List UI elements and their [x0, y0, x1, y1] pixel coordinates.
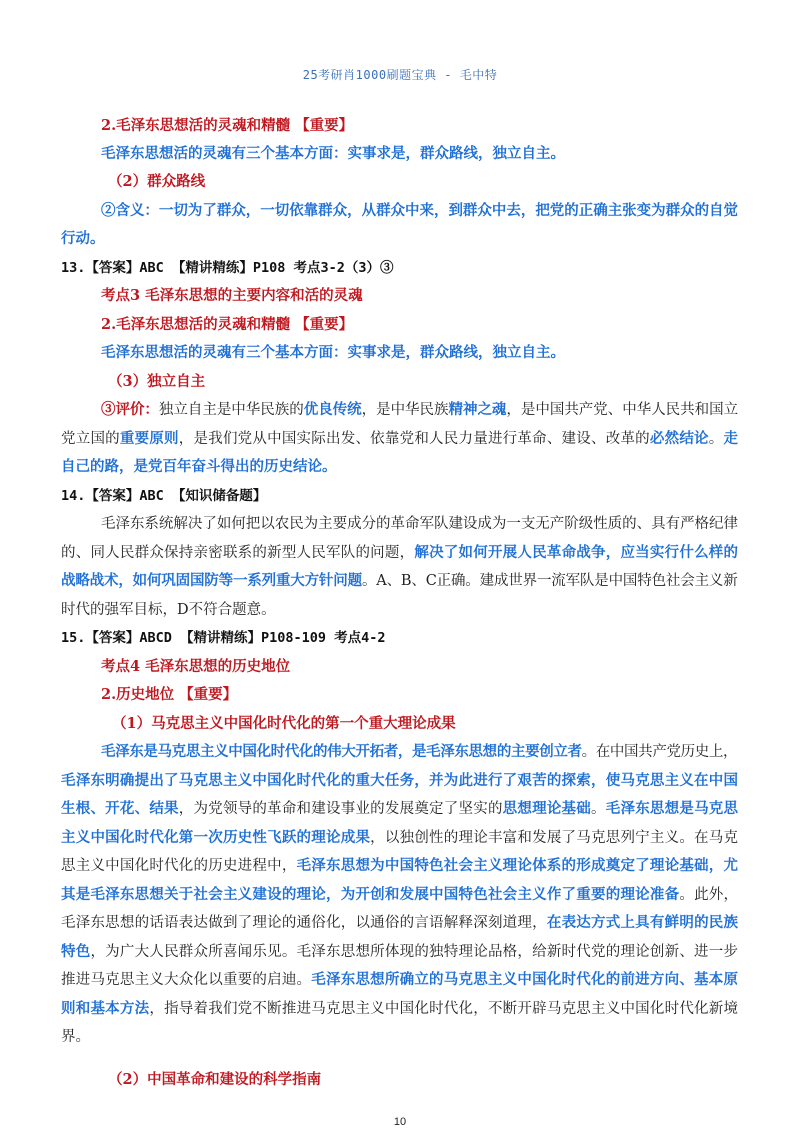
text-line — [61, 229, 105, 249]
text-run: 行动。 — [61, 230, 105, 247]
text-line — [61, 429, 738, 449]
text-run: ②含义：一切为了群众，一切依靠群众，从群众中来，到群众中去，把党的正确主张变为群众的自觉 — [101, 202, 738, 219]
text-line — [101, 657, 290, 677]
text-run: 独立自主是中华民族的 — [158, 402, 304, 418]
text-line — [101, 742, 737, 762]
text-run: （2）中国革命和建设的科学指南 — [108, 1071, 322, 1088]
text-line — [61, 885, 738, 905]
text-line — [61, 457, 337, 477]
text-run: 界。 — [61, 1029, 90, 1045]
text-run: ③评价： — [101, 401, 159, 418]
text-run: 重要原则 — [119, 430, 179, 447]
text-line — [61, 628, 386, 648]
text-run: ，是中国共产党、中华人民共和国立 — [506, 402, 739, 418]
text-run: 必然结论 — [649, 430, 709, 447]
text-run: 。 — [591, 801, 606, 817]
text-line — [61, 258, 394, 278]
text-run: 在表达方式上具有鲜明的民族 — [546, 914, 739, 931]
text-run: 毛泽东明确提出了马克思主义中国化时代化的重大任务，并为此进行了艰苦的探索，使马克思主义在中国 — [61, 772, 739, 789]
text-run: 主义中国化时代化第一次历史性飞跃的理论成果 — [61, 829, 371, 846]
text-run: 毛泽东思想为中国特色社会主义理论体系的形成奠定了理论基础，尤 — [296, 857, 739, 874]
text-run: 毛泽东思想活的灵魂有三个基本方面：实事求是，群众路线，独立自主。 — [101, 145, 565, 162]
text-run: 毛泽东系统解决了如何把以农民为主要成分的革命军队建设成为一支无产阶级性质的、具有严格纪律 — [101, 516, 738, 532]
text-run: 精神之魂 — [448, 401, 507, 418]
text-run: 解决了如何开展人民革命战争，应当实行什么样的 — [414, 544, 739, 561]
text-line — [101, 116, 353, 136]
text-run: 则和基本方法 — [61, 1000, 150, 1017]
text-line — [61, 486, 266, 506]
text-run: 党立国的 — [61, 431, 120, 447]
text-run: ，是我们党从中国实际出发、依靠党和人民力量进行革命、建设、改革的 — [178, 431, 650, 447]
text-line — [61, 571, 738, 591]
text-run: （3）独立自主 — [108, 373, 206, 390]
text-run: （1）马克思主义中国化时代化的第一个重大理论成果 — [112, 715, 456, 732]
text-line — [101, 685, 237, 705]
text-run: 战略战术，如何巩固国防等一系列重大方针问题 — [61, 572, 362, 589]
text-line — [101, 201, 738, 221]
text-run: 2.毛泽东思想活的灵魂和精髓 【重要】 — [101, 316, 354, 333]
text-line — [61, 1027, 90, 1047]
text-line — [61, 600, 276, 620]
text-line — [101, 400, 738, 420]
text-run: 毛泽东思想活的灵魂有三个基本方面：实事求是，群众路线，独立自主。 — [101, 344, 565, 361]
text-run: 毛泽东是马克思主义中国化时代化的伟大开拓者，是毛泽东思想的主要创立者 — [101, 743, 582, 760]
text-line — [61, 543, 738, 563]
text-line — [61, 828, 738, 848]
text-run: 特色 — [61, 943, 91, 960]
text-run: ，以独创性的理论丰富和发展了马克思列宁主义。在马克 — [370, 830, 739, 846]
text-line — [61, 999, 738, 1019]
text-line — [61, 913, 738, 933]
text-run: 14.【答案】ABC 【知识储备题】 — [61, 488, 267, 504]
text-run: ，是中华民族 — [361, 402, 449, 418]
text-line — [101, 514, 738, 534]
text-line — [61, 942, 738, 962]
text-run: ，为广大人民群众所喜闻乐见。毛泽东思想所体现的独特理论品格，给新时代党的理论创新、进一步 — [90, 944, 739, 960]
text-run: ，指导着我们党不断推进马克思主义中国化时代化，不断开辟马克思主义中国化时代化新境 — [149, 1001, 739, 1017]
text-run: 。A、B、C正确。建成世界一流军队是中国特色社会主义新 — [361, 573, 738, 589]
text-line — [61, 856, 738, 876]
text-run: ，为党领导的革命和建设事业的发展奠定了坚实的 — [178, 801, 503, 817]
text-run: 优良传统 — [303, 401, 362, 418]
text-run: 思主义中国化时代化的历史进程中， — [61, 858, 297, 874]
page-header: 25考研肖1000刷题宝典 - 毛中特 — [302, 68, 498, 82]
text-run: 毛泽东思想所确立的马克思主义中国化时代化的前进方向、基本原 — [311, 971, 739, 988]
text-run: 毛泽东思想的话语表达做到了理论的通俗化，以通俗的言语解释深刻道理， — [61, 915, 547, 931]
text-line — [61, 970, 738, 990]
text-line — [61, 799, 738, 819]
page-number: 10 — [393, 1116, 407, 1128]
text-run: （2）群众路线 — [108, 173, 206, 190]
text-run: 2.历史地位 【重要】 — [101, 686, 238, 703]
text-line — [108, 172, 205, 192]
text-run: 的、同人民群众保持亲密联系的新型人民军队的问题， — [61, 545, 415, 561]
text-line — [101, 286, 363, 306]
text-run: 毛泽东思想是马克思 — [605, 800, 739, 817]
text-line — [101, 144, 565, 164]
text-run: 15.【答案】ABCD 【精讲精练】P108-109 考点4-2 — [61, 630, 386, 646]
text-line — [112, 714, 456, 734]
text-run: 13.【答案】ABC 【精讲精练】P108 考点3-2（3）③ — [61, 260, 394, 276]
text-run: 推进马克思主义大众化以重要的启迪。 — [61, 972, 312, 988]
text-line — [61, 771, 738, 791]
text-run: 考点3 毛泽东思想的主要内容和活的灵魂 — [101, 287, 363, 304]
text-run: 。此外， — [679, 887, 739, 903]
text-run: 自己的路，是党百年奋斗得出的历史结论。 — [61, 458, 337, 475]
text-run: 2.毛泽东思想活的灵魂和精髓 【重要】 — [101, 117, 354, 134]
text-run: 走 — [723, 430, 739, 447]
text-run: 生根、开花、结果 — [61, 800, 179, 817]
text-line — [108, 372, 205, 392]
text-run: 其是毛泽东思想关于社会主义建设的理论，为开创和发展中国特色社会主义作了重要的理论准备 — [61, 886, 680, 903]
text-line — [101, 343, 565, 363]
text-run: 思想理论基础 — [502, 800, 592, 817]
text-line — [101, 315, 353, 335]
text-run: 。 — [708, 431, 724, 447]
text-run: 。在中国共产党历史上， — [581, 744, 738, 760]
text-line — [108, 1070, 321, 1090]
text-run: 考点4 毛泽东思想的历史地位 — [101, 658, 291, 675]
text-run: 时代的强军目标，D不符合题意。 — [61, 602, 276, 618]
